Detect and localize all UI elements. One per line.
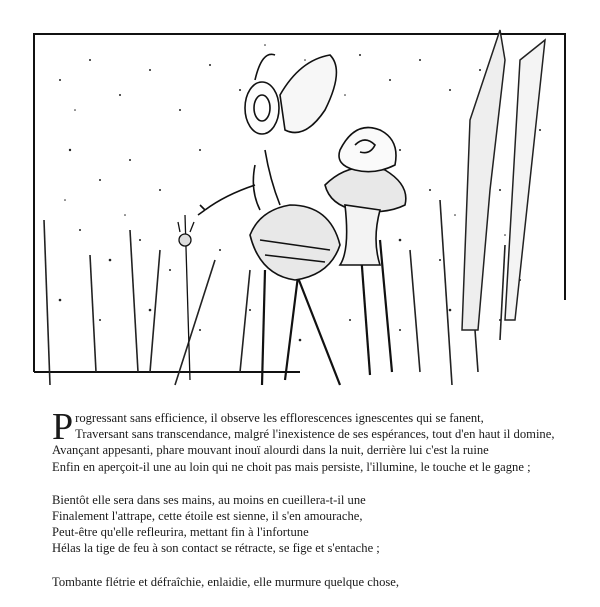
- drop-cap: P: [52, 406, 74, 448]
- poem-line: Peut-être qu'elle refleurira, mettant fin à l'infortune: [52, 525, 309, 540]
- poem-line: Finalement l'attrape, cette étoile est sienne, il s'en amourache,: [52, 509, 363, 524]
- poem-line: Tombante flétrie et défraîchie, enlaidie, elle murmure quelque chose,: [52, 574, 400, 589]
- poem-line: rogressant sans efficience, il observe les efflorescences ignescentes qui se fanent,: [75, 411, 484, 425]
- poem: [52, 406, 572, 607]
- poem-line: Hélas la tige de feu à son contact se rétracte, se fige et s'entache ;: [52, 541, 380, 556]
- creature-body: [198, 54, 406, 280]
- poem-line: Traversant sans transcendance, malgré l'inexistence de ses espérances, tout d'en haut il domine,: [75, 427, 555, 442]
- poem-line: Enfin en aperçoit-il une au loin qui ne choit pas mais persiste, l'illumine, le touche et le gagne ;: [52, 459, 531, 474]
- stanza-1: [52, 406, 572, 475]
- poem-line: Bientôt elle sera dans ses mains, au moins en cueillera-t-il une: [52, 492, 366, 507]
- stanza-2: [52, 492, 572, 557]
- poem-line: Avançant appesanti, phare mouvant inouï alourdi dans la nuit, derrière lui c'est la ruine: [52, 443, 489, 458]
- stanza-3: [52, 574, 572, 590]
- small-flower: [178, 215, 194, 380]
